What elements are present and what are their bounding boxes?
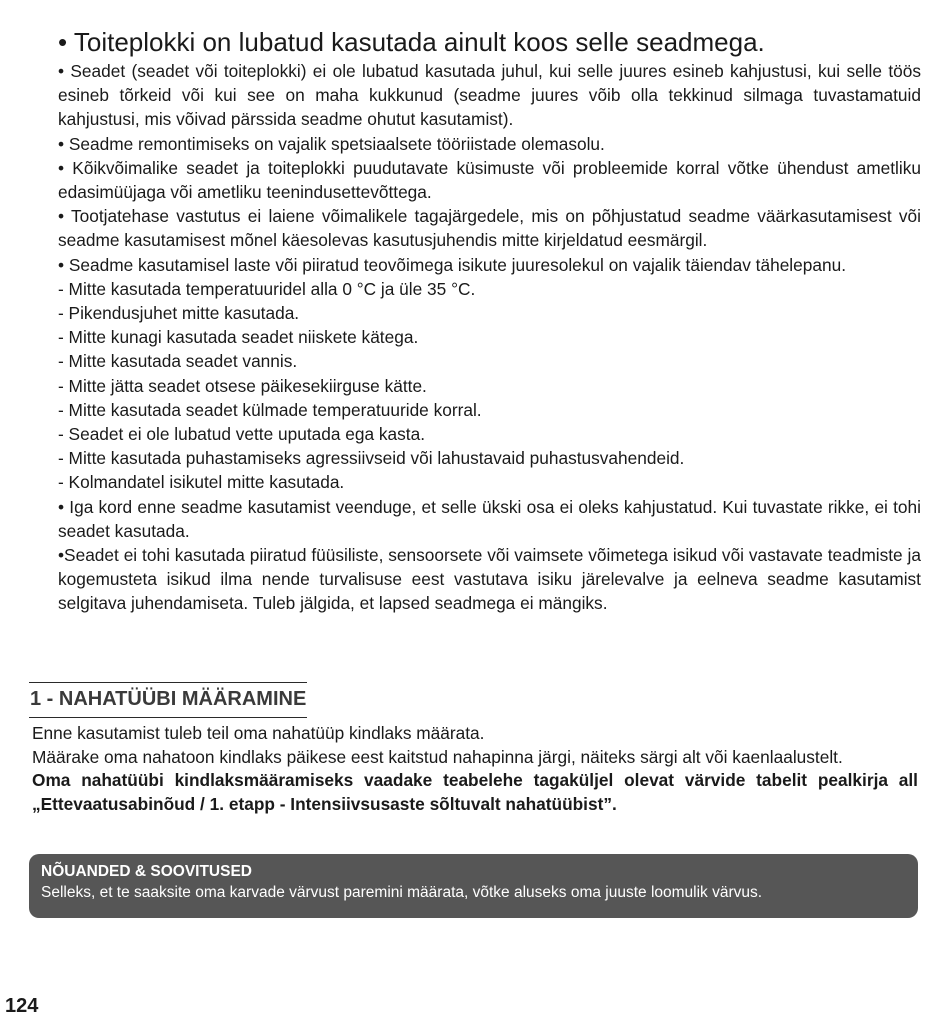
tips-text: Selleks, et te saaksite oma karvade värvust paremini määrata, võtke aluseks oma juuste loomulik värvus. [41, 884, 763, 901]
lead-instruction: • Toiteplokki on lubatud kasutada ainult koos selle seadmega. [58, 27, 765, 57]
instruction-paragraph: • Tootjatehase vastutus ei laiene võimalikele tagajärgedele, mis on põhjustatud seadme väärkasutamisest või seadme kasutamisest mõnel käesolevas kasutusjuhendis mitte kirjeldatud eesmärgil. [58, 206, 921, 251]
instruction-paragraph: • Seadet (seadet või toiteplokki) ei ole lubatud kasutada juhul, kui selle juures esineb kahjustusi, kui selle töös esineb tõrkeid või kui see on maha kukkunud (seadme juures võib olla tekkinud silmaga tuvastamatuid kahjustusi, mis võivad pärssida seadme ohutut kasutamist). [58, 61, 921, 130]
section-body [32, 722, 918, 816]
dash-list-item: - Mitte kasutada seadet külmade temperatuuride korral. [58, 399, 482, 420]
section-bold-paragraph: Oma nahatüübi kindlaksmääramiseks vaadake teabelehe tagaküljel olevat värvide tabelit pealkirja all „Ettevaatusabinõud / 1. etapp - Intensiivsusaste sõltuvalt nahatüübist”. [32, 770, 918, 814]
instruction-paragraph: • Seadme kasutamisel laste või piiratud teovõimega isikute juuresolekul on vajalik täiendav tähelepanu. [58, 254, 847, 275]
instruction-paragraph: •Seadet ei tohi kasutada piiratud füüsiliste, sensoorsete või vaimsete võimetega isikud või vastavate teadmiste ja kogemusteta isikud ilma nende turvalisuse eest vastutava isiku järelevalve ja eelneva seadme kasutamist selgitava juhendamiseta. Tuleb jälgida, et lapsed seadmega ei mängiks. [58, 545, 921, 614]
dash-list-item: - Mitte kasutada puhastamiseks agressiivseid või lahustavaid puhastusvahendeid. [58, 448, 685, 469]
dash-list-item: - Pikendusjuhet mitte kasutada. [58, 303, 300, 324]
dash-list-item: - Mitte kasutada seadet vannis. [58, 351, 298, 372]
dash-list-item: - Mitte jätta seadet otsese päikesekiirguse kätte. [58, 375, 427, 396]
dash-list-item: - Mitte kunagi kasutada seadet niiskete kätega. [58, 327, 419, 348]
instruction-paragraph: • Iga kord enne seadme kasutamist veenduge, et selle ükski osa ei oleks kahjustatud. Kui tuvastate rikke, ei tohi seadet kasutada. [58, 496, 921, 541]
section-paragraph: Enne kasutamist tuleb teil oma nahatüüp kindlaks määrata. [32, 723, 485, 743]
dash-list-item: - Seadet ei ole lubatud vette uputada ega kasta. [58, 424, 426, 445]
section-paragraph: Määrake oma nahatoon kindlaks päikese eest kaitstud nahapinna järgi, näiteks särgi alt või kaenlaalustelt. [32, 746, 843, 767]
tips-box [29, 854, 918, 918]
dash-list-item: - Mitte kasutada temperatuuridel alla 0 °C ja üle 35 °C. [58, 278, 476, 299]
instruction-paragraph: • Kõikvõimalike seadet ja toiteplokki puudutavate küsimuste või probleemide korral võtke ühendust ametliku edasimüüjaga või ametliku teenindusettevõttega. [58, 157, 921, 203]
page-number: 124 [5, 995, 39, 1017]
safety-instructions [58, 26, 921, 616]
dash-list-item: - Kolmandatel isikutel mitte kasutada. [58, 472, 345, 493]
section-heading: 1 - NAHATÜÜBI MÄÄRAMINE [29, 682, 307, 718]
tips-title: NÕUANDED & SOOVITUSED [41, 863, 252, 880]
instruction-paragraph: • Seadme remontimiseks on vajalik spetsiaalsete tööriistade olemasolu. [58, 133, 605, 154]
